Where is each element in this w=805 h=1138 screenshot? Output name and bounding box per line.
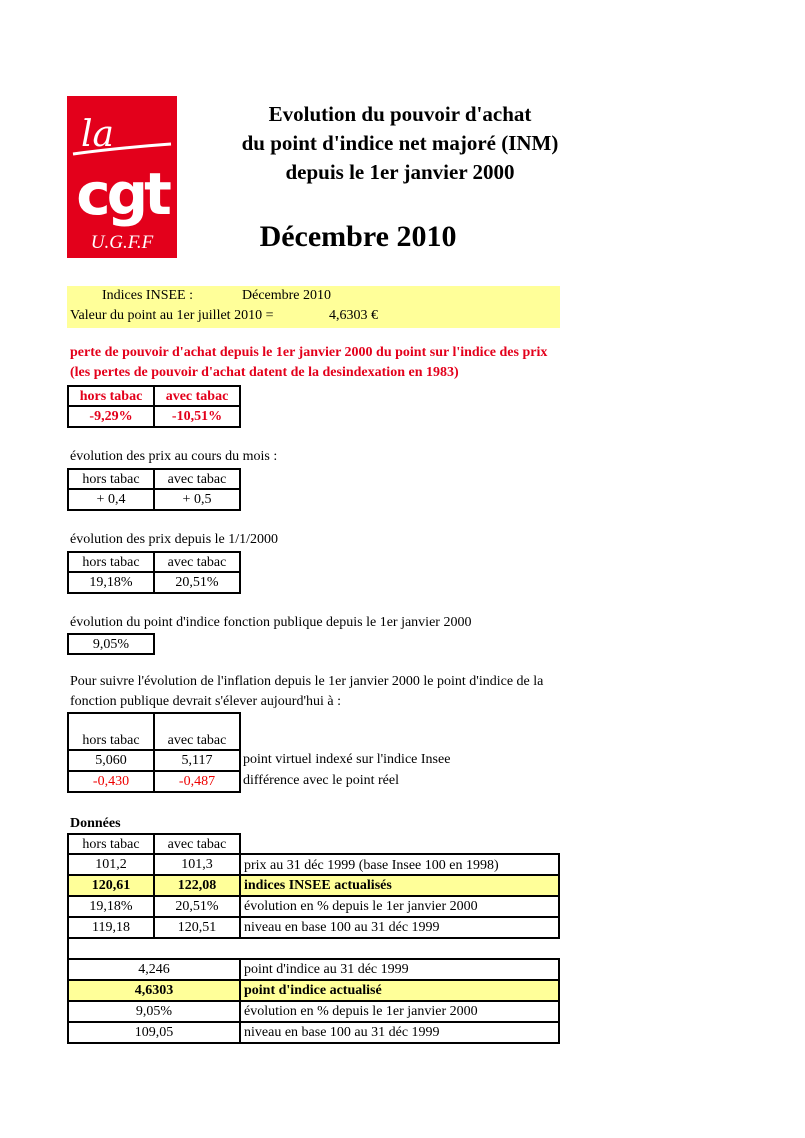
virtual-heading-1: Pour suivre l'évolution de l'inflation depuis le 1er janvier 2000 le point d'indice de la	[70, 674, 544, 689]
point-evolution-heading: évolution du point d'indice fonction publique depuis le 1er janvier 2000	[70, 615, 472, 630]
since-value-avec-tabac: 20,51%	[155, 573, 241, 594]
point-row3-label: évolution en % depuis le 1er janvier 2000	[241, 1002, 560, 1023]
point-row1-label: point d'indice au 31 déc 1999	[241, 960, 560, 981]
loss-heading-2: (les pertes de pouvoir d'achat datent de la desindexation en 1983)	[70, 365, 459, 380]
donnees-row4-avec-tabac: 120,51	[155, 918, 241, 939]
since-value-hors-tabac: 19,18%	[67, 573, 155, 594]
loss-col1-header: hors tabac	[67, 385, 155, 407]
point-row1-value: 4,246	[67, 960, 241, 981]
loss-heading-1: perte de pouvoir d'achat depuis le 1er janvier 2000 du point sur l'indice des prix	[70, 345, 548, 360]
donnees-row1-avec-tabac: 101,3	[155, 855, 241, 876]
since-col1-header: hors tabac	[67, 551, 155, 573]
title-line-3: depuis le 1er janvier 2000	[285, 160, 515, 184]
donnees-row1-label: prix au 31 déc 1999 (base Insee 100 en 1998)	[241, 853, 560, 876]
virtual-row1-avec-tabac: 5,117	[155, 751, 241, 772]
loss-value-avec-tabac: -10,51%	[155, 407, 241, 428]
point-value: 4,6303 €	[329, 308, 378, 323]
donnees-row2-avec-tabac: 122,08	[155, 876, 241, 897]
virtual-row1-label: point virtuel indexé sur l'indice Insee	[243, 752, 451, 767]
title-line-1: Evolution du pouvoir d'achat	[268, 102, 532, 126]
page-title	[200, 100, 600, 187]
donnees-row4-hors-tabac: 119,18	[67, 918, 155, 939]
month-value-avec-tabac: + 0,5	[155, 490, 241, 511]
loss-value-hors-tabac: -9,29%	[67, 407, 155, 428]
donnees-row3-avec-tabac: 20,51%	[155, 897, 241, 918]
virtual-col1-header: hors tabac	[67, 712, 155, 751]
loss-col2-header: avec tabac	[155, 385, 241, 407]
logo-ugff-text: U.G.F.F	[90, 232, 154, 253]
cgt-logo	[67, 96, 177, 258]
logo-la-text: la	[81, 114, 114, 155]
month-col2-header: avec tabac	[155, 468, 241, 490]
since-2000-heading: évolution des prix depuis le 1/1/2000	[70, 532, 279, 547]
point-row2-value: 4,6303	[67, 981, 241, 1002]
virtual-heading-2: fonction publique devrait s'élever aujourd'hui à :	[70, 694, 341, 709]
donnees-col2-header: avec tabac	[155, 833, 241, 855]
point-label: Valeur du point au 1er juillet 2010 =	[70, 308, 274, 323]
title-line-2: du point d'indice net majoré (INM)	[241, 131, 559, 155]
donnees-spacer-row	[67, 939, 560, 960]
donnees-col1-header: hors tabac	[67, 833, 155, 855]
virtual-col2-header: avec tabac	[155, 712, 241, 751]
donnees-heading: Données	[70, 816, 121, 831]
logo-cgt-text: cgt	[76, 160, 168, 228]
donnees-row2-label: indices INSEE actualisés	[241, 876, 560, 897]
month-change-heading: évolution des prix au cours du mois :	[70, 449, 278, 464]
since-col2-header: avec tabac	[155, 551, 241, 573]
report-month: Décembre 2010	[259, 220, 457, 253]
donnees-row3-hors-tabac: 19,18%	[67, 897, 155, 918]
point-row3-value: 9,05%	[67, 1002, 241, 1023]
virtual-row2-label: différence avec le point réel	[243, 773, 399, 788]
virtual-row2-hors-tabac: -0,430	[67, 772, 155, 793]
virtual-row2-avec-tabac: -0,487	[155, 772, 241, 793]
month-value-hors-tabac: + 0,4	[67, 490, 155, 511]
donnees-row4-label: niveau en base 100 au 31 déc 1999	[241, 918, 560, 939]
virtual-row1-hors-tabac: 5,060	[67, 751, 155, 772]
point-row4-value: 109,05	[67, 1023, 241, 1044]
indices-label: Indices INSEE :	[102, 288, 193, 303]
donnees-row2-hors-tabac: 120,61	[67, 876, 155, 897]
month-col1-header: hors tabac	[67, 468, 155, 490]
point-row2-label: point d'indice actualisé	[241, 981, 560, 1002]
donnees-row3-label: évolution en % depuis le 1er janvier 2000	[241, 897, 560, 918]
point-evolution-value: 9,05%	[67, 633, 155, 655]
info-box	[67, 286, 560, 328]
indices-value: Décembre 2010	[242, 288, 332, 303]
donnees-row1-hors-tabac: 101,2	[67, 855, 155, 876]
point-row4-label: niveau en base 100 au 31 déc 1999	[241, 1023, 560, 1044]
